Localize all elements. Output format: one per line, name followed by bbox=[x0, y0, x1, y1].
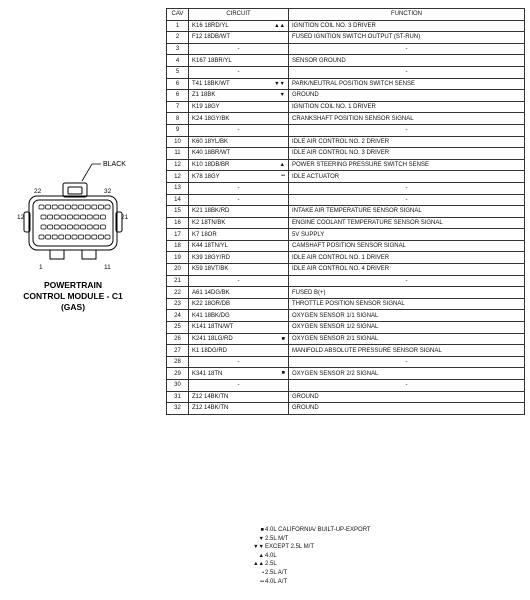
cell-cav: 17 bbox=[167, 229, 189, 241]
option-marker: ▼▼ bbox=[274, 80, 285, 87]
connector-pin bbox=[81, 225, 86, 229]
cell-cav: 26 bbox=[167, 333, 189, 345]
cell-circuit bbox=[189, 148, 289, 160]
cell-cav: 12 bbox=[167, 159, 189, 171]
cell-function: PARK/NEUTRAL POSITION SWITCH SENSE bbox=[289, 78, 525, 90]
connector-pin bbox=[65, 235, 70, 239]
cell-cav: 5 bbox=[167, 66, 189, 78]
connector-pin-grid bbox=[39, 205, 110, 239]
table-row bbox=[167, 287, 525, 299]
cell-cav: 21 bbox=[167, 275, 189, 287]
cell-function: - bbox=[289, 194, 525, 206]
connector-pin bbox=[54, 225, 59, 229]
cell-function: CAMSHAFT POSITION SENSOR SIGNAL bbox=[289, 240, 525, 252]
cell-circuit bbox=[189, 345, 289, 357]
circuit-code: - bbox=[237, 359, 240, 366]
connector-pin bbox=[74, 215, 79, 219]
table-row bbox=[167, 252, 525, 264]
connector-color-label: BLACK bbox=[103, 161, 126, 168]
cell-function: - bbox=[289, 182, 525, 194]
table-row bbox=[167, 391, 525, 403]
cell-circuit bbox=[189, 90, 289, 102]
cell-cav: 27 bbox=[167, 345, 189, 357]
cell-cav: 8 bbox=[167, 113, 189, 125]
circuit-code: - bbox=[237, 127, 240, 134]
table-row bbox=[167, 182, 525, 194]
circuit-code: - bbox=[237, 196, 240, 203]
connector-pin bbox=[79, 235, 84, 239]
circuit-code: K16 18RD/YL bbox=[192, 22, 229, 29]
legend-symbol: ■ bbox=[260, 527, 264, 533]
circuit-code: K10 18DB/BR bbox=[192, 162, 230, 169]
leader-line bbox=[82, 164, 101, 181]
circuit-code: K241 18LG/RD bbox=[192, 335, 233, 342]
pin-label-11: 11 bbox=[104, 264, 111, 271]
connector-pin bbox=[41, 225, 46, 229]
cell-circuit bbox=[189, 66, 289, 78]
option-marker: ▲▲ bbox=[274, 22, 285, 29]
cell-cav: 3 bbox=[167, 43, 189, 55]
table-row bbox=[167, 194, 525, 206]
cell-cav: 30 bbox=[167, 380, 189, 392]
cell-function: IGNITION COIL NO. 3 DRIVER bbox=[289, 20, 525, 32]
connector-pin bbox=[94, 225, 99, 229]
cell-circuit bbox=[189, 78, 289, 90]
connector-pin bbox=[67, 225, 72, 229]
table-row bbox=[167, 240, 525, 252]
circuit-code: K21 18BK/RD bbox=[192, 208, 230, 215]
connector-pin bbox=[67, 215, 72, 219]
cell-circuit bbox=[189, 252, 289, 264]
table-row bbox=[167, 275, 525, 287]
caption-line-1: POWERTRAIN bbox=[43, 280, 103, 290]
legend-symbol: • bbox=[262, 569, 264, 576]
cell-cav: 11 bbox=[167, 148, 189, 160]
connector-pinout-table bbox=[166, 8, 525, 415]
cell-circuit bbox=[189, 333, 289, 345]
connector-pin bbox=[98, 235, 103, 239]
table-row bbox=[167, 66, 525, 78]
cell-function: 5V SUPPLY bbox=[289, 229, 525, 241]
cell-function: IDLE AIR CONTROL NO. 4 DRIVER bbox=[289, 264, 525, 276]
connector-pin bbox=[61, 215, 66, 219]
cell-circuit bbox=[189, 32, 289, 44]
cell-circuit bbox=[189, 43, 289, 55]
cell-function: OXYGEN SENSOR 1/2 SIGNAL bbox=[289, 322, 525, 334]
connector-diagram bbox=[0, 150, 170, 340]
cell-function: - bbox=[289, 66, 525, 78]
cell-function: SENSOR GROUND bbox=[289, 55, 525, 67]
table-header-row bbox=[167, 9, 525, 21]
connector-pin bbox=[87, 215, 92, 219]
cell-cav: 4 bbox=[167, 55, 189, 67]
cell-cav: 29 bbox=[167, 368, 189, 380]
cell-cav: 15 bbox=[167, 206, 189, 218]
cell-cav: 18 bbox=[167, 240, 189, 252]
cell-circuit bbox=[189, 113, 289, 125]
legend-item bbox=[252, 543, 371, 552]
cell-circuit bbox=[189, 298, 289, 310]
legend-item bbox=[252, 569, 371, 578]
table-row bbox=[167, 124, 525, 136]
circuit-code: K2 18TN/BK bbox=[192, 219, 226, 226]
table-row bbox=[167, 380, 525, 392]
cell-circuit bbox=[189, 368, 289, 380]
circuit-code: - bbox=[237, 382, 240, 389]
cell-cav: 16 bbox=[167, 217, 189, 229]
connector-pin bbox=[79, 205, 84, 209]
cell-function: IDLE ACTUATOR bbox=[289, 171, 525, 183]
cell-cav: 28 bbox=[167, 356, 189, 368]
connector-pin bbox=[85, 235, 90, 239]
cell-cav: 9 bbox=[167, 124, 189, 136]
cell-circuit bbox=[189, 380, 289, 392]
connector-pin bbox=[105, 205, 110, 209]
legend-symbol: ▼ bbox=[258, 535, 264, 542]
cell-function: - bbox=[289, 43, 525, 55]
circuit-code: Z1 18BK bbox=[192, 92, 216, 99]
legend-item bbox=[252, 560, 371, 569]
cell-circuit bbox=[189, 159, 289, 171]
cell-cav: 1 bbox=[167, 20, 189, 32]
connector-pin bbox=[59, 235, 64, 239]
header-function: FUNCTION bbox=[289, 9, 525, 21]
cell-function: - bbox=[289, 356, 525, 368]
cell-circuit bbox=[189, 322, 289, 334]
cell-cav: 6 bbox=[167, 90, 189, 102]
cell-circuit bbox=[189, 310, 289, 322]
cell-function: CRANKSHAFT POSITION SENSOR SIGNAL bbox=[289, 113, 525, 125]
cell-function: GROUND bbox=[289, 403, 525, 415]
cell-circuit bbox=[189, 275, 289, 287]
legend bbox=[252, 526, 371, 586]
connector-pin bbox=[72, 205, 77, 209]
option-marker: ■ bbox=[281, 335, 285, 342]
connector-pin bbox=[74, 225, 79, 229]
cell-circuit bbox=[189, 171, 289, 183]
circuit-code: - bbox=[237, 185, 240, 192]
cell-cav: 13 bbox=[167, 182, 189, 194]
cell-function: - bbox=[289, 380, 525, 392]
table-row bbox=[167, 310, 525, 322]
circuit-code: K60 18YL/BK bbox=[192, 138, 229, 145]
table-row bbox=[167, 264, 525, 276]
cell-function: THROTTLE POSITION SENSOR SIGNAL bbox=[289, 298, 525, 310]
circuit-code: K44 18TN/YL bbox=[192, 243, 229, 250]
legend-text: 2.5L bbox=[265, 561, 277, 568]
table-row bbox=[167, 356, 525, 368]
cell-circuit bbox=[189, 20, 289, 32]
cell-cav: 14 bbox=[167, 194, 189, 206]
legend-text: 4.0L A/T bbox=[265, 578, 288, 585]
connector-pin bbox=[100, 225, 105, 229]
cell-circuit bbox=[189, 136, 289, 148]
legend-item bbox=[252, 552, 371, 561]
option-marker: ▼ bbox=[279, 92, 285, 99]
connector-pin bbox=[52, 205, 57, 209]
cell-circuit bbox=[189, 182, 289, 194]
pin-label-12: 12 bbox=[17, 214, 25, 221]
cell-function: IDLE AIR CONTROL NO. 3 DRIVER bbox=[289, 148, 525, 160]
connector-pin bbox=[87, 225, 92, 229]
circuit-code: - bbox=[237, 46, 240, 53]
table-row bbox=[167, 78, 525, 90]
table-row bbox=[167, 171, 525, 183]
caption-line-3: (GAS) bbox=[60, 302, 86, 312]
connector-pin bbox=[98, 205, 103, 209]
connector-pin bbox=[39, 205, 44, 209]
cell-function: IDLE AIR CONTROL NO. 1 DRIVER bbox=[289, 252, 525, 264]
cell-cav: 2 bbox=[167, 32, 189, 44]
cell-circuit bbox=[189, 391, 289, 403]
table-row bbox=[167, 55, 525, 67]
connector-pin bbox=[46, 235, 51, 239]
table-row bbox=[167, 20, 525, 32]
cell-function: FUSED IGNITION SWITCH OUTPUT (ST-RUN) bbox=[289, 32, 525, 44]
cell-function: ENGINE COOLANT TEMPERATURE SENSOR SIGNAL bbox=[289, 217, 525, 229]
legend-text: EXCEPT 2.5L M/T bbox=[265, 544, 315, 551]
cell-circuit bbox=[189, 124, 289, 136]
connector-pin bbox=[48, 225, 53, 229]
cell-function: GROUND bbox=[289, 90, 525, 102]
cell-cav: 22 bbox=[167, 287, 189, 299]
option-marker: ■ bbox=[281, 370, 285, 377]
connector-pin bbox=[105, 235, 110, 239]
connector-pin bbox=[46, 205, 51, 209]
connector-pin bbox=[39, 235, 44, 239]
connector-pin bbox=[52, 235, 57, 239]
legend-symbol: ▲▲ bbox=[253, 561, 264, 568]
cell-cav: 23 bbox=[167, 298, 189, 310]
circuit-code: Z12 14BK/TN bbox=[192, 393, 229, 400]
cell-cav: 32 bbox=[167, 403, 189, 415]
cell-circuit bbox=[189, 217, 289, 229]
connector-pin bbox=[92, 235, 97, 239]
cell-function: OXYGEN SENSOR 2/2 SIGNAL bbox=[289, 368, 525, 380]
circuit-code: K1 18DG/RD bbox=[192, 347, 228, 354]
cell-function: GROUND bbox=[289, 391, 525, 403]
cell-function: OXYGEN SENSOR 2/1 SIGNAL bbox=[289, 333, 525, 345]
circuit-code: K19 18GY bbox=[192, 104, 220, 111]
cell-circuit bbox=[189, 240, 289, 252]
table-row bbox=[167, 217, 525, 229]
connector-pin bbox=[59, 205, 64, 209]
table-row bbox=[167, 298, 525, 310]
circuit-code: K24 18GY/BK bbox=[192, 115, 230, 122]
cell-cav: 12 bbox=[167, 171, 189, 183]
circuit-code: - bbox=[237, 277, 240, 284]
circuit-code: Z12 14BK/TN bbox=[192, 405, 229, 412]
cell-function: FUSED B(+) bbox=[289, 287, 525, 299]
cell-circuit bbox=[189, 264, 289, 276]
table-row bbox=[167, 403, 525, 415]
table-row bbox=[167, 368, 525, 380]
connector-pin bbox=[54, 215, 59, 219]
cell-function: POWER STEERING PRESSURE SWITCH SENSE bbox=[289, 159, 525, 171]
legend-symbol: ▼▼ bbox=[253, 544, 264, 551]
table-row bbox=[167, 90, 525, 102]
table-row bbox=[167, 159, 525, 171]
circuit-code: K40 18BR/WT bbox=[192, 150, 231, 157]
caption-line-2: CONTROL MODULE - C1 bbox=[23, 291, 123, 301]
pin-label-21: 21 bbox=[121, 214, 129, 221]
table-row bbox=[167, 148, 525, 160]
connector-pin bbox=[65, 205, 70, 209]
circuit-code: A61 14DG/BK bbox=[192, 289, 230, 296]
cell-cav: 19 bbox=[167, 252, 189, 264]
cell-cav: 7 bbox=[167, 101, 189, 113]
legend-text: 2.5L M/T bbox=[265, 535, 289, 542]
cell-cav: 31 bbox=[167, 391, 189, 403]
circuit-code: K39 18GY/RD bbox=[192, 254, 231, 261]
table-row bbox=[167, 101, 525, 113]
pin-label-32: 32 bbox=[104, 188, 112, 195]
circuit-code: - bbox=[237, 69, 240, 76]
legend-text: 2.5L A/T bbox=[265, 569, 288, 576]
table-row bbox=[167, 43, 525, 55]
connector-pin bbox=[81, 215, 86, 219]
cell-cav: 10 bbox=[167, 136, 189, 148]
circuit-code: K59 18VT/BK bbox=[192, 266, 229, 273]
connector-pin bbox=[92, 205, 97, 209]
cell-cav: 25 bbox=[167, 322, 189, 334]
cell-circuit bbox=[189, 55, 289, 67]
cell-circuit bbox=[189, 403, 289, 415]
option-marker: ▲ bbox=[279, 161, 285, 168]
cell-function: INTAKE AIR TEMPERATURE SENSOR SIGNAL bbox=[289, 206, 525, 218]
legend-text: 4.0L CALIFORNIA/ BUILT-UP-EXPORT bbox=[265, 527, 371, 533]
table-row bbox=[167, 333, 525, 345]
cell-circuit bbox=[189, 287, 289, 299]
connector-pin bbox=[61, 225, 66, 229]
circuit-code: F12 18DB/WT bbox=[192, 34, 231, 41]
table-row bbox=[167, 322, 525, 334]
legend-item bbox=[252, 535, 371, 544]
table-row bbox=[167, 136, 525, 148]
cell-circuit bbox=[189, 229, 289, 241]
table-row bbox=[167, 206, 525, 218]
legend-item bbox=[252, 578, 371, 587]
header-cav: CAV bbox=[167, 9, 189, 21]
header-circuit: CIRCUIT bbox=[189, 9, 289, 21]
pin-label-22: 22 bbox=[34, 188, 42, 195]
cell-circuit bbox=[189, 101, 289, 113]
circuit-code: K141 18TN/WT bbox=[192, 324, 234, 331]
cell-circuit bbox=[189, 206, 289, 218]
circuit-code: K341 18TN bbox=[192, 370, 223, 377]
circuit-code: K7 18OR bbox=[192, 231, 217, 238]
cell-function: IGNITION COIL NO. 1 DRIVER bbox=[289, 101, 525, 113]
cell-cav: 6 bbox=[167, 78, 189, 90]
legend-item bbox=[252, 526, 371, 535]
connector-pin bbox=[48, 215, 53, 219]
connector-pin bbox=[41, 215, 46, 219]
circuit-code: K22 18OR/DB bbox=[192, 301, 231, 308]
cell-function: IDLE AIR CONTROL NO. 2 DRIVER bbox=[289, 136, 525, 148]
circuit-code: K78 18GY bbox=[192, 173, 220, 180]
cell-function: OXYGEN SENSOR 1/1 SIGNAL bbox=[289, 310, 525, 322]
cell-function: MANIFOLD ABSOLUTE PRESSURE SENSOR SIGNAL bbox=[289, 345, 525, 357]
connector-pin bbox=[85, 205, 90, 209]
circuit-code: K41 18BK/DG bbox=[192, 312, 230, 319]
connector-pin bbox=[72, 235, 77, 239]
legend-text: 4.0L bbox=[265, 552, 277, 559]
cell-circuit bbox=[189, 356, 289, 368]
table-row bbox=[167, 345, 525, 357]
cell-cav: 24 bbox=[167, 310, 189, 322]
cell-function: - bbox=[289, 275, 525, 287]
legend-symbol: •• bbox=[260, 578, 264, 585]
cell-function: - bbox=[289, 124, 525, 136]
option-marker: •• bbox=[281, 173, 285, 180]
connector-pin bbox=[94, 215, 99, 219]
cell-cav: 20 bbox=[167, 264, 189, 276]
legend-symbol: ▲ bbox=[258, 552, 264, 559]
table-row bbox=[167, 113, 525, 125]
pin-label-1: 1 bbox=[39, 264, 43, 271]
table-row bbox=[167, 32, 525, 44]
cell-circuit bbox=[189, 194, 289, 206]
connector-pin bbox=[100, 215, 105, 219]
circuit-code: K167 18BR/YL bbox=[192, 57, 232, 64]
table-row bbox=[167, 229, 525, 241]
circuit-code: T41 18BK/WT bbox=[192, 80, 230, 87]
